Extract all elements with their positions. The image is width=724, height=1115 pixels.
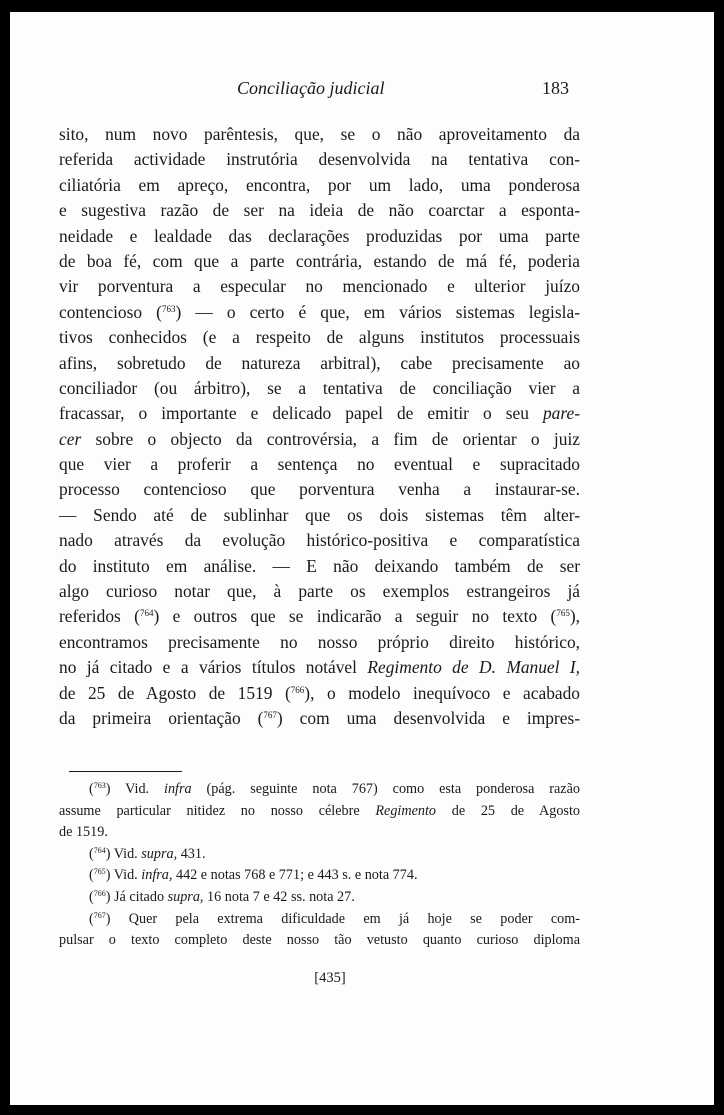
footnote-number: 767 bbox=[93, 910, 106, 920]
text-run: que vier a proferir a sentença no eventual e supracitado bbox=[59, 454, 580, 475]
footnote-reference: 764 bbox=[139, 608, 154, 619]
text-run: encontramos precisamente no nosso próprio direito histórico, bbox=[59, 631, 580, 652]
text-line bbox=[59, 579, 580, 604]
text-line bbox=[59, 554, 580, 579]
text-run: sito, num novo parêntesis, que, se o não aproveitamento da bbox=[59, 124, 580, 144]
text-line bbox=[59, 351, 580, 376]
footnote-number: 763 bbox=[93, 781, 106, 790]
text-line bbox=[59, 681, 580, 706]
footnote-line: ($^{763}$) Vid. infra (pág. seguinte nota 767) como esta ponderosa razão bbox=[89, 781, 580, 797]
text-line bbox=[59, 147, 580, 172]
text-run: ) Quer pela extrema dificuldade em já hoje se poder com- bbox=[105, 910, 580, 927]
text-run: de 25 de Agosto de 1519 ( bbox=[59, 682, 291, 703]
footnote-line bbox=[59, 930, 580, 952]
italic-run: cer bbox=[59, 428, 82, 449]
main-text bbox=[59, 122, 580, 731]
text-run: algo curioso notar que, à parte os exemplos estrangeiros já bbox=[59, 581, 580, 602]
text-run: ) — o certo é que, em vários sistemas legisla- bbox=[175, 301, 580, 322]
italic-run: supra, bbox=[141, 845, 178, 862]
text-line bbox=[59, 300, 580, 325]
text-run: ) Vid. bbox=[105, 867, 142, 884]
text-run: ) Vid. bbox=[105, 845, 142, 862]
text-run: pulsar o texto completo deste nosso tão vetusto quanto curioso diploma bbox=[59, 932, 580, 949]
text-run: (pág. seguinte nota 767) como esta ponderosa razão bbox=[191, 781, 580, 797]
text-line bbox=[59, 503, 580, 528]
text-run: e sugestiva razão de ser na ideia de não coarctar a esponta- bbox=[59, 200, 580, 221]
text-run: ), bbox=[569, 606, 580, 627]
text-line bbox=[59, 249, 580, 274]
italic-run: Regimento bbox=[375, 802, 437, 819]
footnote-line: ($^{767}$) Quer pela extrema dificuldade em já hoje se poder com- bbox=[89, 910, 580, 927]
text-run: conciliador (ou árbitro), se a tentativa de conciliação vier a bbox=[59, 377, 580, 398]
text-line bbox=[59, 452, 580, 477]
text-line bbox=[59, 173, 580, 198]
text-run: 16 nota 7 e 42 ss. nota 27. bbox=[203, 888, 355, 905]
folio-number: [435] bbox=[314, 970, 346, 986]
text-run: neidade e lealdade das declarações produzidas por uma parte bbox=[59, 225, 580, 246]
text-run: ), o modelo inequívoco e acabado bbox=[304, 682, 580, 703]
text-run: vir porventura a especular no mencionado e ulterior juízo bbox=[59, 276, 580, 297]
text-run: 431. bbox=[177, 845, 206, 862]
text-run: nado através da evolução histórico-positiva e comparatística bbox=[59, 530, 580, 551]
footnote-reference: 765 bbox=[556, 608, 570, 619]
footnote-line: ($^{764}$) Vid. supra, 431. bbox=[89, 845, 206, 862]
text-run: — Sendo até de sublinhar que os dois sistemas têm alter- bbox=[59, 504, 580, 525]
footnote-line bbox=[59, 822, 580, 844]
text-line bbox=[59, 198, 580, 223]
text-line bbox=[59, 224, 580, 249]
text-run: sobre o objecto da controvérsia, a fim de orientar o juiz bbox=[81, 428, 580, 449]
text-run: referida actividade instrutória desenvolvida na tentativa con- bbox=[59, 149, 580, 170]
italic-run: infra, bbox=[141, 867, 173, 884]
text-line bbox=[59, 401, 580, 426]
footnote-number: 765 bbox=[93, 867, 106, 877]
text-line bbox=[59, 274, 580, 299]
text-run: ) Vid. bbox=[105, 781, 165, 797]
text-line bbox=[59, 376, 580, 401]
text-run: 442 e notas 768 e 771; e 443 s. e nota 774. bbox=[172, 867, 418, 884]
book-page bbox=[10, 12, 714, 1105]
footnote-reference: 763 bbox=[161, 303, 176, 314]
footnote-line bbox=[59, 801, 580, 823]
footnote-reference: 767 bbox=[263, 709, 277, 720]
text-run: de 1519. bbox=[59, 824, 108, 841]
italic-run: Regimento de D. Manuel I, bbox=[367, 657, 581, 678]
text-line bbox=[59, 706, 580, 731]
running-title: Conciliação judicial bbox=[237, 78, 385, 98]
text-line bbox=[59, 630, 580, 655]
footnote-line: ($^{765}$) Vid. infra, 442 e notas 768 e 771; e 443 s. e nota 774. bbox=[89, 867, 418, 884]
text-run: contencioso ( bbox=[59, 301, 162, 322]
footnote-separator bbox=[69, 771, 182, 772]
text-line bbox=[59, 427, 580, 452]
footnote-number: 764 bbox=[93, 845, 106, 855]
text-run: de boa fé, com que a parte contrária, estando de má fé, poderia bbox=[59, 250, 580, 271]
text-run: assume particular nitidez no nosso célebre bbox=[59, 802, 376, 819]
text-run: processo contencioso que porventura venha a instaurar-se. bbox=[59, 479, 580, 500]
text-run: ) e outros que se indicarão a seguir no texto ( bbox=[153, 606, 557, 627]
text-run: ciliatória em apreço, encontra, por um lado, uma ponderosa bbox=[59, 174, 580, 195]
text-run: referidos ( bbox=[59, 606, 140, 627]
text-run: afins, sobretudo de natureza arbitral), cabe precisamente ao bbox=[59, 352, 580, 373]
text-line bbox=[59, 655, 580, 680]
italic-run: supra, bbox=[167, 888, 204, 905]
footnote-line: ($^{766}$) Já citado supra, 16 nota 7 e 42 ss. nota 27. bbox=[89, 888, 355, 905]
italic-run: infra bbox=[164, 781, 192, 797]
italic-run: pare- bbox=[542, 403, 580, 424]
text-run: ) Já citado bbox=[105, 888, 168, 905]
footnote-reference: 766 bbox=[290, 684, 305, 695]
text-run: da primeira orientação ( bbox=[59, 707, 264, 728]
text-run: do instituto em análise. — E não deixando também de ser bbox=[59, 555, 580, 576]
footnote-number: 766 bbox=[93, 888, 106, 898]
text-line bbox=[59, 325, 580, 350]
running-head bbox=[10, 78, 714, 104]
page-number: 183 bbox=[542, 78, 569, 98]
text-run: de 25 de Agosto bbox=[436, 802, 580, 819]
text-run: no já citado e a vários títulos notável bbox=[59, 657, 368, 678]
text-line bbox=[59, 477, 580, 502]
text-run: fracassar, o importante e delicado papel de emitir o seu bbox=[59, 403, 543, 424]
text-run: ) com uma desenvolvida e impres- bbox=[276, 707, 581, 728]
text-line bbox=[59, 528, 580, 553]
text-line bbox=[59, 604, 580, 629]
text-line bbox=[59, 122, 580, 147]
footnotes bbox=[59, 779, 580, 952]
text-run: tivos conhecidos (e a respeito de alguns institutos processuais bbox=[59, 327, 580, 348]
